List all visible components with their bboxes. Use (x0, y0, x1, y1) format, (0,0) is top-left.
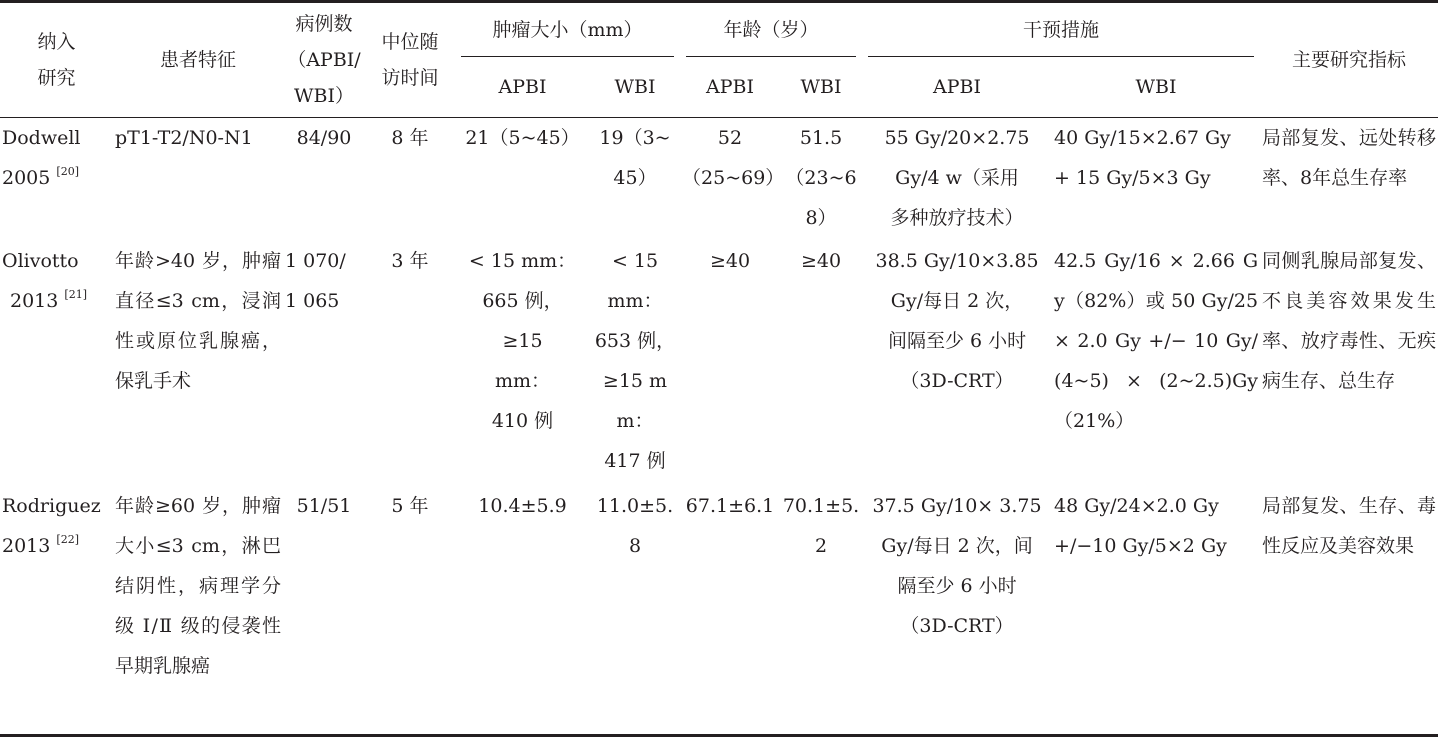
header-study-text: 纳入 研究 (37, 31, 76, 89)
cell-patient: pT1-T2/N0-N1 (115, 127, 253, 149)
header-outcome: 主要研究指标 (1292, 49, 1407, 71)
cell-tumor-wbi: 11.0±5.8 (596, 495, 674, 557)
cell-tumor-wbi: < 15 mm： 653 例， ≥15 mm： 417 例 (594, 250, 676, 472)
cell-followup: 8 年 (391, 127, 429, 149)
cell-age-apbi: ≥40 (709, 250, 751, 272)
cell-age-apbi: 67.1±6.1 (685, 495, 775, 517)
study-name: Olivotto (2, 250, 79, 272)
cell-study (0, 486, 113, 736)
cell-int-apbi: 55 Gy/20×2.75 Gy/4 w（采用 多种放疗技术） (884, 127, 1030, 229)
study-ref: [22] (56, 532, 79, 546)
study-ref: [21] (64, 287, 87, 301)
cell-patient: 年龄≥60 岁，肿瘤大小≤3 cm，淋巴结阴性，病理学分级 Ⅰ/Ⅱ 级的侵袭性早期乳腺癌 (115, 495, 281, 677)
cell-tumor-wbi: 19（3~ 45） (599, 127, 671, 189)
cell-cases: 84/90 (296, 127, 352, 149)
cell-cases: 51/51 (296, 495, 352, 517)
header-cases (283, 2, 365, 118)
cell-age-wbi: 70.1±5.2 (782, 495, 860, 557)
header-tumor-apbi: APBI (498, 76, 547, 98)
cell-patient: 年龄>40 岁，肿瘤直径≤3 cm，浸润性或原位乳腺癌，保乳手术 (115, 250, 281, 392)
cell-int-apbi: 38.5 Gy/10×3.85 Gy/每日 2 次， 间隔至少 6 小时 （3D-CRT） (875, 250, 1039, 392)
study-name: Rodriguez (2, 495, 101, 517)
cell-age-apbi: 52 （25~69） (682, 127, 785, 189)
header-age-wbi: WBI (800, 76, 842, 98)
header-followup-text: 中位随 访时间 (381, 31, 439, 89)
study-name: Dodwell (2, 127, 81, 149)
study-year: 2013 (2, 535, 51, 557)
cell-int-wbi: 40 Gy/15×2.67 Gy + 15 Gy/5×3 Gy (1054, 127, 1231, 189)
header-row-1 (0, 2, 1438, 58)
cell-age-wbi: 51.5 （23~68） (785, 127, 857, 229)
table-row (0, 118, 1438, 242)
study-year: 2013 (10, 290, 59, 312)
cell-int-apbi: 37.5 Gy/10× 3.75 Gy/每日 2 次，间 隔至少 6 小时 （3D-CRT） (872, 495, 1042, 637)
cell-outcome: 局部复发、远处转移率、8年总生存率 (1262, 127, 1437, 189)
header-tumor-size: 肿瘤大小（mm） (455, 2, 680, 58)
header-cases-text: 病例数 （APBI/ WBI） (287, 13, 361, 107)
header-int-wbi: WBI (1135, 76, 1177, 98)
cell-int-wbi: 42.5 Gy/16 × 2.66 Gy（82%）或 50 Gy/25 × 2.0 Gy +/− 10 Gy/(4~5) × (2~2.5)Gy（21%） (1054, 250, 1259, 432)
header-patient: 患者特征 (159, 49, 236, 71)
cell-tumor-apbi: < 15 mm： 665 例， ≥15 mm： 410 例 (468, 250, 577, 432)
cell-age-wbi: ≥40 (800, 250, 842, 272)
table-row (0, 486, 1438, 736)
header-tumor-wbi: WBI (614, 76, 656, 98)
header-intervention: 干预措施 (862, 2, 1260, 58)
cell-int-wbi: 48 Gy/24×2.0 Gy +/−10 Gy/5×2 Gy (1054, 495, 1227, 557)
cell-tumor-apbi: 21（5~45） (465, 127, 580, 149)
cell-study (0, 118, 113, 242)
table-row (0, 241, 1438, 486)
header-study (0, 2, 113, 118)
header-age-apbi: APBI (706, 76, 754, 98)
cell-tumor-apbi: 10.4±5.9 (478, 495, 567, 517)
cell-outcome: 局部复发、生存、毒性反应及美容效果 (1262, 495, 1437, 557)
cell-outcome: 同侧乳腺局部复发、不良美容效果发生率、放疗毒性、无疾病生存、总生存 (1262, 250, 1437, 392)
study-year: 2005 (2, 167, 51, 189)
cell-study (0, 241, 113, 486)
header-followup (365, 2, 455, 118)
cell-followup: 3 年 (391, 250, 429, 272)
cell-followup: 5 年 (391, 495, 429, 517)
cell-cases: 1 070/ 1 065 (285, 250, 346, 312)
header-int-apbi: APBI (933, 76, 982, 98)
header-age: 年龄（岁） (680, 2, 862, 58)
study-ref: [20] (56, 164, 79, 178)
